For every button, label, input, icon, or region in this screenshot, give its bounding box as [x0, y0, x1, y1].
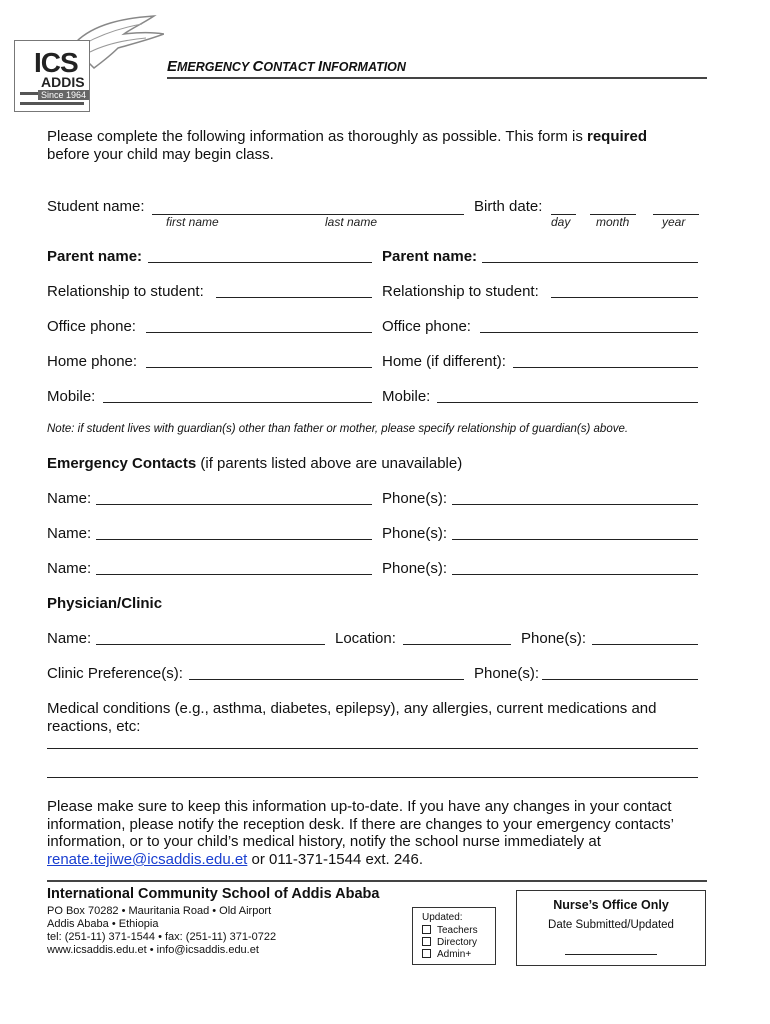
- home-phone-right-field[interactable]: [513, 367, 698, 368]
- updated-label: Updated:: [422, 912, 463, 923]
- emergency-phone-field-3[interactable]: [452, 574, 698, 575]
- mobile-left-label: Mobile:: [47, 388, 96, 405]
- medical-field-1[interactable]: [47, 748, 698, 749]
- parent-name-right-label: Parent name:: [382, 248, 478, 265]
- physician-location-field[interactable]: [403, 644, 511, 645]
- emergency-heading: Emergency Contacts (if parents listed above are unavailable): [47, 455, 463, 472]
- parent-name-left-label: Parent name:: [47, 248, 143, 265]
- medical-text-2: reactions, etc:: [47, 718, 141, 735]
- physician-location-label: Location:: [335, 630, 396, 647]
- office-phone-left-field[interactable]: [146, 332, 372, 333]
- footer-address-3: tel: (251-11) 371-1544 • fax: (251-11) 371-0722: [47, 931, 277, 943]
- checkbox-icon[interactable]: [422, 937, 431, 946]
- relationship-left-label: Relationship to student:: [47, 283, 204, 300]
- physician-heading: Physician/Clinic: [47, 595, 163, 612]
- emergency-phone-label-2: Phone(s):: [382, 525, 448, 542]
- nurse-office-title: Nurse’s Office Only: [553, 898, 669, 912]
- updated-admin[interactable]: Admin+: [422, 949, 471, 960]
- logo-addis: ADDIS: [41, 74, 85, 90]
- student-name-label: Student name:: [47, 198, 145, 215]
- updated-directory[interactable]: Directory: [422, 937, 477, 948]
- nurse-office-sub: Date Submitted/Updated: [548, 919, 674, 931]
- emergency-name-field-1[interactable]: [96, 504, 372, 505]
- nurse-email-link[interactable]: renate.tejiwe@icsaddis.edu.et: [47, 851, 248, 868]
- home-phone-left-label: Home phone:: [47, 353, 138, 370]
- clinic-phone-field[interactable]: [542, 679, 698, 680]
- intro-text: Please complete the following information as thoroughly as possible. This form is required: [47, 128, 648, 145]
- last-name-caption: last name: [325, 215, 378, 229]
- year-caption: year: [662, 215, 686, 229]
- parent-name-right-field[interactable]: [482, 262, 698, 263]
- emergency-name-field-2[interactable]: [96, 539, 372, 540]
- physician-name-label: Name:: [47, 630, 92, 647]
- clinic-pref-label: Clinic Preference(s):: [47, 665, 183, 682]
- office-phone-right-field[interactable]: [480, 332, 698, 333]
- home-phone-right-label: Home (if different):: [382, 353, 506, 370]
- school-logo: [14, 12, 164, 110]
- checkbox-icon[interactable]: [422, 949, 431, 958]
- emergency-phone-label-3: Phone(s):: [382, 560, 448, 577]
- nurse-date-field[interactable]: [565, 954, 657, 955]
- relationship-left-field[interactable]: [216, 297, 372, 298]
- guardian-note: Note: if student lives with guardian(s) other than father or mother, please specify relationship of guardian(s) above.: [47, 423, 629, 435]
- day-caption: day: [551, 215, 571, 229]
- emergency-phone-label-1: Phone(s):: [382, 490, 448, 507]
- logo-bar: [20, 92, 38, 95]
- emergency-name-label-2: Name:: [47, 525, 92, 542]
- closing-text-2: information, please notify the reception desk. If there are changes to your emergency contacts’: [47, 816, 675, 833]
- closing-text-4: renate.tejiwe@icsaddis.edu.et or 011-371-1544 ext. 246.: [47, 851, 424, 868]
- nurse-office-box: [516, 890, 706, 966]
- mobile-right-field[interactable]: [437, 402, 698, 403]
- footer-rule: [47, 880, 707, 882]
- physician-name-field[interactable]: [96, 644, 325, 645]
- office-phone-right-label: Office phone:: [382, 318, 471, 335]
- logo-ics: ICS: [34, 47, 78, 78]
- updated-teachers[interactable]: Teachers: [422, 925, 478, 936]
- checkbox-icon[interactable]: [422, 925, 431, 934]
- footer-address-4: www.icsaddis.edu.et • info@icsaddis.edu.et: [47, 944, 259, 956]
- footer-school-name: International Community School of Addis Ababa: [47, 886, 380, 902]
- relationship-right-field[interactable]: [551, 297, 698, 298]
- emergency-name-label-3: Name:: [47, 560, 92, 577]
- footer-address-2: Addis Ababa • Ethiopia: [47, 918, 159, 930]
- medical-text: Medical conditions (e.g., asthma, diabetes, epilepsy), any allergies, current medications and: [47, 700, 657, 717]
- closing-text-3: information, or to your child’s medical history, notify the school nurse immediately at: [47, 833, 601, 850]
- logo-since: Since 1964: [38, 90, 89, 100]
- clinic-phone-label: Phone(s):: [474, 665, 540, 682]
- logo-bar2: [20, 102, 84, 105]
- emergency-phone-field-1[interactable]: [452, 504, 698, 505]
- relationship-right-label: Relationship to student:: [382, 283, 539, 300]
- physician-phone-field[interactable]: [592, 644, 698, 645]
- medical-field-2[interactable]: [47, 777, 698, 778]
- office-phone-left-label: Office phone:: [47, 318, 136, 335]
- intro-text-2: before your child may begin class.: [47, 146, 274, 163]
- emergency-phone-field-2[interactable]: [452, 539, 698, 540]
- mobile-left-field[interactable]: [103, 402, 372, 403]
- updated-box: [412, 907, 496, 965]
- mobile-right-label: Mobile:: [382, 388, 431, 405]
- month-caption: month: [596, 215, 630, 229]
- closing-text-1: Please make sure to keep this information up-to-date. If you have any changes in your contact: [47, 798, 672, 815]
- footer-address-1: PO Box 70282 • Mauritania Road • Old Airport: [47, 905, 272, 917]
- title-rule: [167, 77, 707, 79]
- parent-name-left-field[interactable]: [148, 262, 372, 263]
- first-name-caption: first name: [166, 215, 219, 229]
- emergency-name-label-1: Name:: [47, 490, 92, 507]
- physician-phone-label: Phone(s):: [521, 630, 587, 647]
- page-title: EMERGENCY CONTACT INFORMATION: [167, 58, 406, 75]
- home-phone-left-field[interactable]: [146, 367, 372, 368]
- emergency-name-field-3[interactable]: [96, 574, 372, 575]
- clinic-pref-field[interactable]: [189, 679, 464, 680]
- birth-date-label: Birth date:: [474, 198, 543, 215]
